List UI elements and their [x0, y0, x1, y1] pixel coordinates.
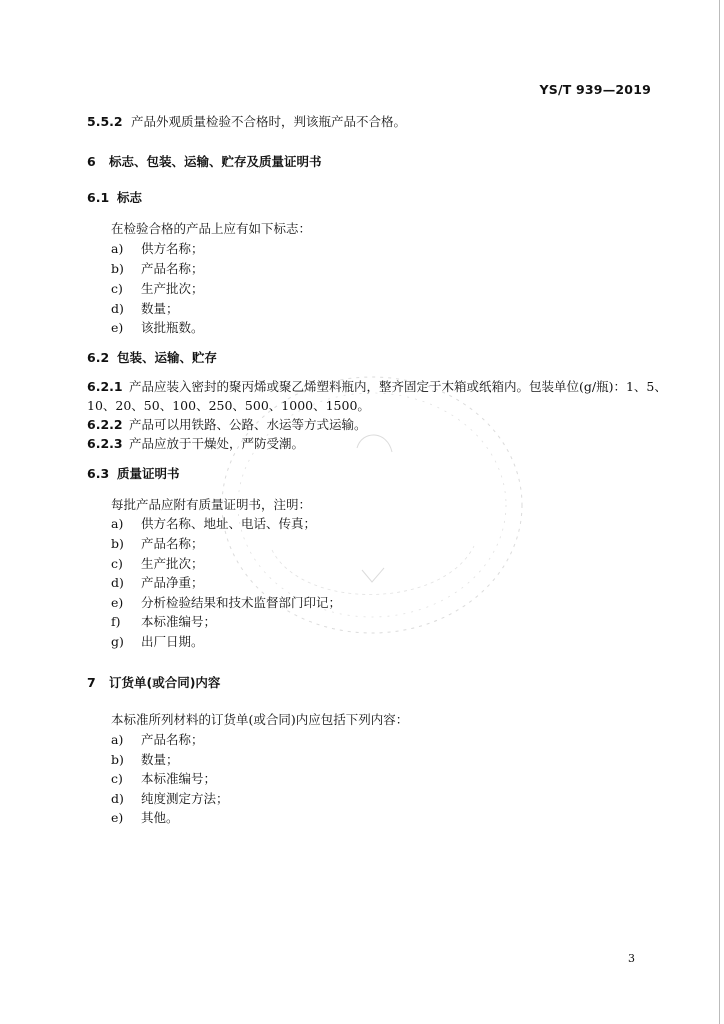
paragraph: 每批产品应附有质量证明书，注明： [111, 497, 312, 512]
list-label: d) [111, 791, 124, 806]
section-title: 订货单(或合同)内容 [109, 675, 221, 690]
list-label: g) [111, 634, 124, 649]
clause-text: 产品外观质量检验不合格时，判该瓶产品不合格。 [131, 114, 407, 129]
list-text: 其他。 [141, 810, 179, 825]
section-7-heading [87, 674, 220, 692]
list-label: a) [111, 732, 124, 747]
list-item [111, 770, 216, 788]
subsection-6-1-heading [87, 189, 142, 207]
list-text: 本标准编号； [141, 771, 217, 786]
list-label: b) [111, 752, 124, 767]
paragraph: 本标准所列材料的订货单(或合同)内应包括下列内容： [111, 712, 409, 727]
list-text: 供方名称、地址、电话、传真； [141, 516, 317, 531]
list-text: 数量； [141, 752, 179, 767]
clause-number: 5.5.2 [87, 114, 123, 129]
list-text: 出厂日期。 [141, 634, 204, 649]
list-label: f) [111, 614, 121, 629]
list-text: 该批瓶数。 [141, 320, 204, 335]
list-item [111, 633, 204, 651]
standard-number: YS/T 939—2019 [539, 82, 651, 97]
list-label: c) [111, 556, 123, 571]
list-item [111, 594, 341, 612]
subsection-title: 质量证明书 [117, 466, 180, 481]
clause-number: 6.2.2 [87, 417, 123, 432]
section-6-heading [87, 153, 322, 171]
list-text: 本标准编号； [141, 614, 217, 629]
list-text: 产品名称； [141, 732, 204, 747]
list-item [111, 319, 204, 337]
list-item [111, 515, 316, 533]
list-label: c) [111, 281, 123, 296]
section-number: 6 [87, 154, 96, 169]
subsection-title: 标志 [117, 190, 143, 205]
subsection-title: 包装、运输、贮存 [117, 350, 218, 365]
list-label: d) [111, 575, 124, 590]
list-item [111, 809, 179, 827]
clause-5-5-2 [87, 113, 406, 131]
subsection-number: 6.3 [87, 466, 110, 481]
section-number: 7 [87, 675, 96, 690]
list-item [111, 280, 204, 298]
paragraph: 在检验合格的产品上应有如下标志： [111, 221, 312, 236]
list-label: a) [111, 241, 124, 256]
page-number: 3 [628, 952, 635, 965]
subsection-number: 6.2 [87, 350, 110, 365]
clause-6-2-2 [87, 416, 367, 434]
clause-6-2-1-continued: 10、20、50、100、250、500、1000、1500。 [87, 398, 370, 413]
list-text: 分析检验结果和技术监督部门印记； [141, 595, 342, 610]
clause-text: 产品可以用铁路、公路、水运等方式运输。 [129, 417, 367, 432]
list-item [111, 555, 204, 573]
list-text: 数量； [141, 301, 179, 316]
list-label: e) [111, 595, 124, 610]
list-item [111, 260, 204, 278]
list-text: 供方名称； [141, 241, 204, 256]
clause-6-2-1 [87, 378, 667, 396]
clause-number: 6.2.1 [87, 379, 123, 394]
subsection-number: 6.1 [87, 190, 110, 205]
list-text: 产品净重； [141, 575, 204, 590]
list-item [111, 731, 204, 749]
list-label: a) [111, 516, 124, 531]
list-text: 纯度测定方法； [141, 791, 229, 806]
list-label: e) [111, 810, 124, 825]
list-item [111, 535, 204, 553]
list-text: 生产批次； [141, 556, 204, 571]
subsection-6-2-heading [87, 349, 217, 367]
list-item [111, 790, 229, 808]
section-title: 标志、包装、运输、贮存及质量证明书 [109, 154, 322, 169]
page-edge [719, 0, 720, 1024]
list-label: b) [111, 261, 124, 276]
list-item [111, 751, 179, 769]
subsection-6-3-heading [87, 465, 180, 483]
list-label: b) [111, 536, 124, 551]
list-item [111, 574, 204, 592]
list-label: e) [111, 320, 124, 335]
clause-number: 6.2.3 [87, 436, 123, 451]
list-text: 生产批次； [141, 281, 204, 296]
list-text: 产品名称； [141, 261, 204, 276]
list-item [111, 613, 216, 631]
clause-text: 产品应放于干燥处，严防受潮。 [129, 436, 305, 451]
list-label: d) [111, 301, 124, 316]
clause-text: 产品应装入密封的聚丙烯或聚乙烯塑料瓶内，整齐固定于木箱或纸箱内。包装单位(g/瓶)：1、5、 [129, 379, 667, 394]
list-label: c) [111, 771, 123, 786]
list-item [111, 240, 204, 258]
list-text: 产品名称； [141, 536, 204, 551]
clause-6-2-3 [87, 435, 304, 453]
list-item [111, 300, 179, 318]
